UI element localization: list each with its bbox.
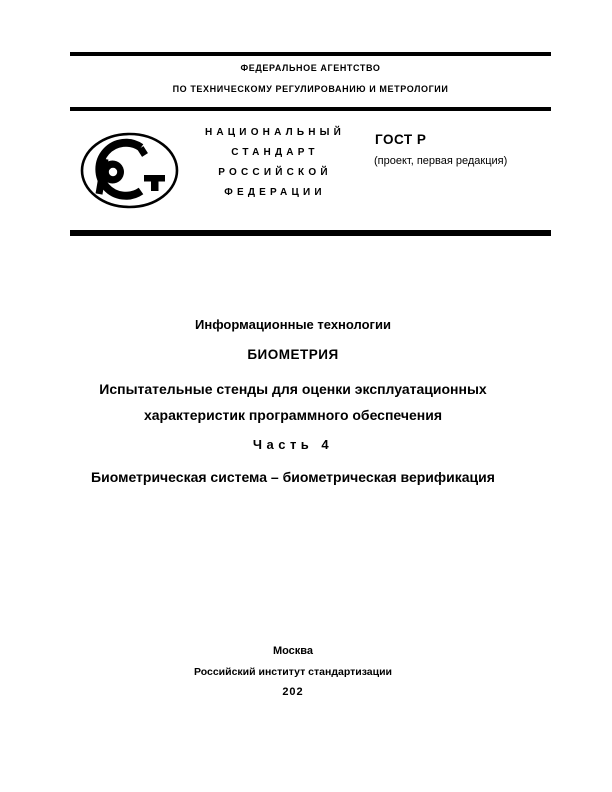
top-rule <box>70 52 551 56</box>
subject-area: Информационные технологии <box>195 317 391 332</box>
imprint-publisher: Российский институт стандартизации <box>193 666 393 678</box>
standard-type-line: НАЦИОНАЛЬНЫЙ <box>204 127 346 138</box>
edition-note: (проект, первая редакция) <box>374 155 508 167</box>
rst-logo-icon <box>79 131 180 210</box>
main-title-line1: Испытательные стенды для оценки эксплуатационных <box>99 381 487 397</box>
thick-rule <box>70 230 551 236</box>
standard-type-line: РОССИЙСКОЙ <box>218 167 332 178</box>
subtitle: Биометрическая система – биометрическая верификация <box>91 469 495 485</box>
standard-designation: ГОСТ Р <box>375 132 427 147</box>
imprint-year: 202 <box>282 686 304 698</box>
part-label: Часть 4 <box>252 437 334 452</box>
group-title: БИОМЕТРИЯ <box>247 347 339 362</box>
agency-name-line1: ФЕДЕРАЛЬНОЕ АГЕНТСТВО <box>240 63 381 73</box>
main-title-line2: характеристик программного обеспечения <box>143 407 443 423</box>
middle-rule <box>70 107 551 111</box>
standard-type-line: ФЕДЕРАЦИИ <box>224 187 326 198</box>
imprint-city: Москва <box>272 645 314 657</box>
agency-name-line2: ПО ТЕХНИЧЕСКОМУ РЕГУЛИРОВАНИЮ И МЕТРОЛОГИИ <box>172 84 449 94</box>
standard-type-line: СТАНДАРТ <box>231 147 319 158</box>
standard-type-block <box>200 123 350 203</box>
